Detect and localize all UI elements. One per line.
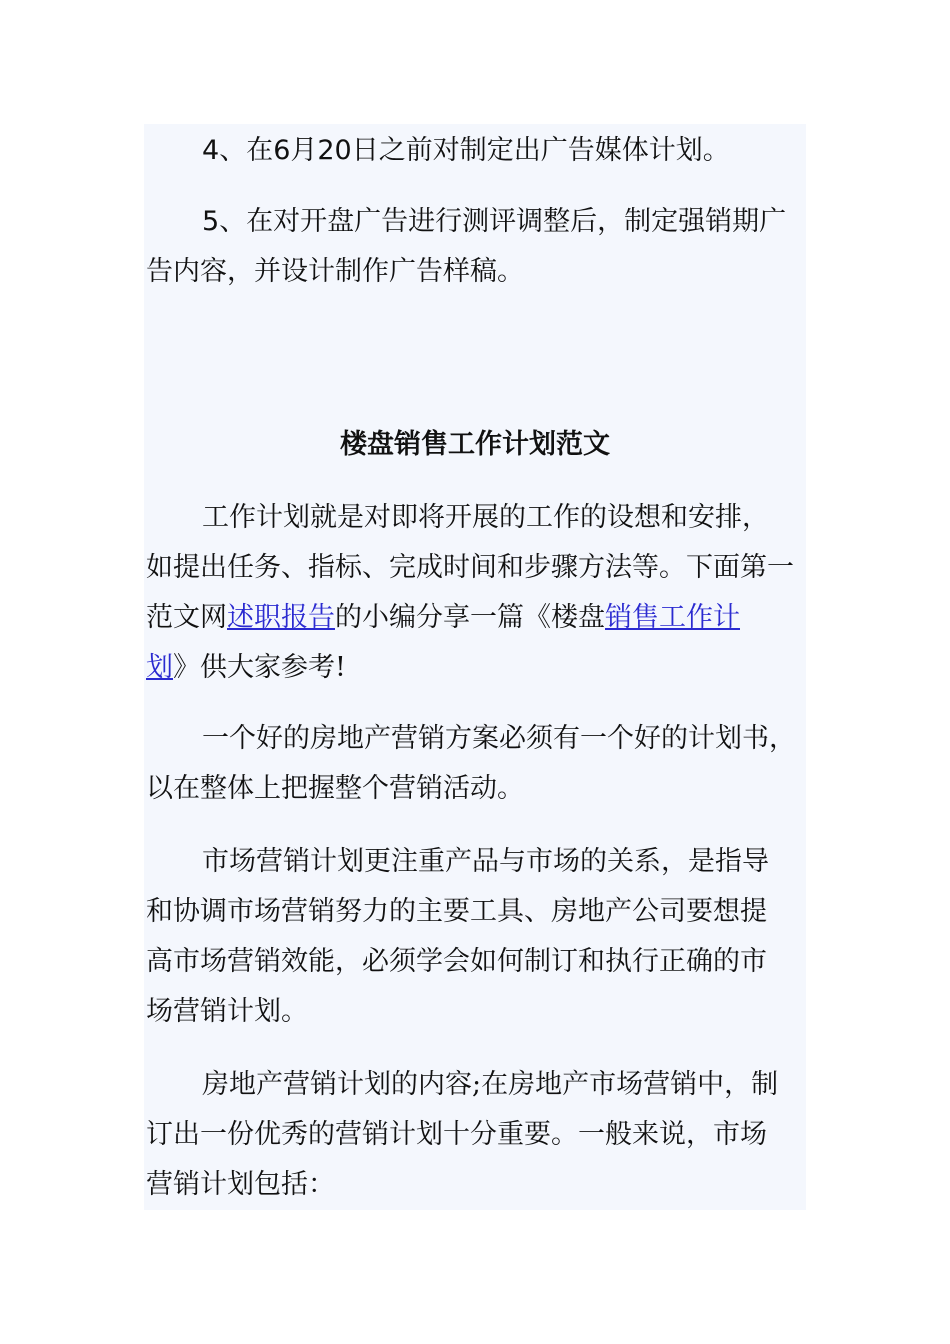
paragraph-marketing-plan: 一个好的房地产营销方案必须有一个好的计划书， 以在整体上把握整个营销活动。 (146, 723, 796, 804)
list-item-4: 4、在6月20日之前对制定出广告媒体计划。 (202, 135, 730, 166)
link-sales-plan[interactable]: 销售工作计 (605, 602, 740, 633)
link-shuzhi-report[interactable]: 述职报告 (227, 602, 335, 633)
paragraph-market-relations: 市场营销计划更注重产品与市场的关系，是指导 和协调市场营销努力的主要工具、房地产公司要想提 高市场营销效能，必须学会如何制订和执行正确的市 场营销计划。 (146, 846, 769, 1027)
list-item-5: 5、在对开盘广告进行测评调整后，制定强销期广 告内容，并设计制作广告样稿。 (146, 206, 787, 287)
item-number: 5 (202, 206, 220, 237)
paragraph-plan-content: 房地产营销计划的内容;在房地产市场营销中，制 订出一份优秀的营销计划十分重要。一般来说，市场 营销计划包括： (146, 1069, 779, 1200)
section-heading: 楼盘销售工作计划范文 (340, 429, 610, 460)
intro-paragraph: 工作计划就是对即将开展的工作的设想和安排， 如提出任务、指标、完成时间和步骤方法等。下面第一 范文网述职报告的小编分享一篇《楼盘销售工作计 划》供大家参考! (146, 502, 794, 683)
link-sales-plan-cont[interactable]: 划 (146, 652, 173, 683)
item-number: 4 (202, 135, 220, 166)
